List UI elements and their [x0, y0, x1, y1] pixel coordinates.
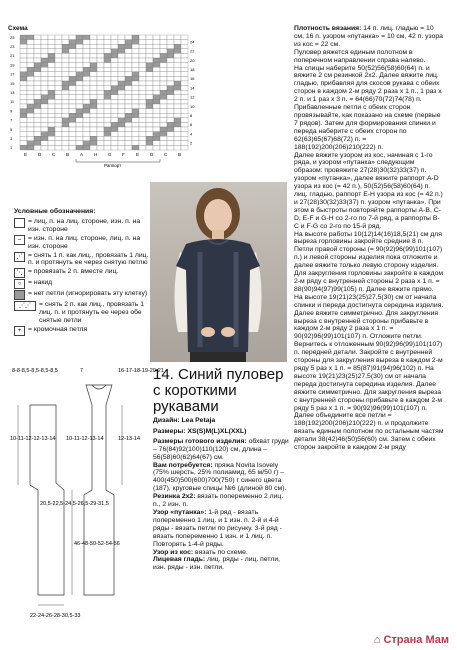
title-text: Синий пуловер с короткими рукавами: [153, 366, 284, 415]
legend-symbol: [14, 290, 25, 300]
instructions-middle: [153, 417, 289, 572]
finished-label: Размеры готового изделия:: [153, 437, 247, 445]
chart-row-number: 10: [190, 103, 195, 109]
article-title: [153, 367, 287, 415]
chart-row-number: 20: [190, 57, 195, 63]
pattern-text: 1-й ряд - вязать попеременно 1 лиц. и 1 изн. п. 2-й и 4-й ряды - вязать петли по рисунку. 3-й ряд - вязать попеременно 1 изн. и 1 лиц. п. Повторять 1-4-й ряды.: [153, 508, 282, 548]
chart-row-number: 6: [190, 122, 193, 128]
designer-name: Lea Petaja: [181, 417, 216, 424]
legend-text: = провязать 2 п. вместе лиц.: [28, 268, 119, 276]
chart-title: Схема: [8, 25, 28, 32]
stockinette-label: Лицевая гладь:: [153, 556, 206, 564]
chart-column-label: G: [108, 152, 112, 157]
legend-text: = лиц. п. на лиц. стороне, изн. п. на изн. стороне: [28, 217, 141, 233]
pattern-label: Узор «путанка»:: [153, 508, 207, 516]
chart-row-number: 15: [10, 80, 15, 86]
chart-row-number: 13: [10, 90, 15, 95]
chart-column-label: C: [164, 152, 168, 157]
paragraph: Пуловер вяжется единым полотном в поперечном направлении справа налево.: [294, 48, 426, 64]
model-photo: [150, 182, 287, 362]
chart-row-number: 19: [10, 62, 15, 68]
legend-symbol: –: [14, 235, 25, 245]
measure-mid-side: 10-11-12-13-14: [66, 436, 104, 442]
legend-heading: Условные обозначения:: [14, 208, 96, 215]
chart-column-label: D: [38, 152, 42, 157]
measure-top: 8-8-8,5-8,5-8,5-8,5: [12, 368, 58, 374]
watermark-text: Страна Мам: [383, 634, 449, 646]
chart-row-number: 11: [10, 99, 15, 105]
chart-column-label: B: [66, 152, 70, 157]
chart-column-label: Е: [24, 152, 28, 157]
need-label: Вам потребуется:: [153, 461, 213, 469]
chart-row-number: 12: [190, 94, 195, 100]
house-icon: ⌂: [373, 634, 381, 646]
legend-item: [14, 218, 150, 234]
legend-item: [14, 290, 150, 300]
chart-column-label: D: [150, 152, 154, 157]
finished-text: обхват груди – 76(84)92(100)110(120) см, длина – 56(58)60(62)64(67) см.: [153, 437, 289, 461]
measure-shoulder: 16-17-18-19-20-21: [118, 368, 164, 374]
chart-row-number: 21: [10, 53, 15, 59]
legend-text: = нет петли (игнорировать эту клетку): [28, 290, 148, 298]
design-label: Дизайн:: [153, 417, 180, 424]
sizes-label: Размеры:: [153, 427, 186, 435]
measure-bottom: 22-24-26-28-30,5-33: [30, 613, 81, 619]
legend-symbol: ⋱: [14, 268, 25, 278]
paragraph: На спицы наберите 50(52)56(58)60(64) п. и вяжите 2 см резинкой 2x2. Далее вяжите лиц. гладью, прибавляя для скосов рукава с обеих сторон в каждом 2-м ряду 2 раза х 1 п., 1 раз х 2 п. и 1 раз х 3 п. = 64(66)70(72)74(78) п. Прибавленные петли с обеих сторон провязывайте, как показано на схеме (первые 7 рядов). Затем для формирования спинки и переда наберите с обеих сторон по 62(63)65(67)68(72) п. = 188(192)200(206)210(222) п.: [294, 64, 442, 151]
legend-item: [14, 268, 150, 278]
legend-symbol: [14, 218, 25, 228]
measure-length: 46-48-50-52-54-56: [74, 541, 120, 547]
rib-text: вязать попеременно 2 лиц. п., 2 изн. п.: [153, 493, 284, 509]
chart-row-number: 16: [190, 76, 195, 82]
measure-right-side: 12-13-14: [118, 436, 141, 442]
cables-label: Узор из кос:: [153, 548, 194, 556]
measure-neck: 7: [80, 368, 84, 374]
measure-chest: 20,5-22,5-24,5-26,5-29-31,5: [40, 501, 109, 507]
chart-column-label: H: [94, 152, 98, 157]
paragraph: Далее объедините все петли = 188(192)200(206)210(222) п. и продолжите вязать единым полотном по остальным частям детали 38(42)46(50)56(60) см. Затем с обеих сторон закройте в каждом 2-м ряду: [294, 412, 444, 452]
rapport-bracket: [76, 159, 160, 162]
chart-row-number: 22: [190, 48, 195, 54]
chart-row-number: 7: [10, 117, 13, 123]
chart-row-number: 14: [190, 85, 195, 91]
measure-left-side: 10-11-12-12-13-14: [10, 436, 56, 442]
density-text: 14 п. лиц. гладью = 10 см, 16 п. узором «путанка» = 10 см, 42 п. узора из кос = 22 см.: [294, 25, 443, 48]
paragraph: Далее вяжите узором из кос, начиная с 1-го ряда, и узором «путанка» следующим образом: провяжите 27(28)30(32)33(37) п. узором «путанка», далее вяжите раппорт A-D узора из кос (= 42 п.), 50(52)56(58)60(64) п. лиц. гладью, раппорт E-H узора из кос (= 42 п.) и 27(28)30(32)33(37) п. узором «путанка». При этом в быстроты повторяйте раппорты A-B, C-D, E-F и G-H со 2-го по 7-й ряд, а раппорты B-C и F-G со 2-го по 15-й ряд.: [294, 151, 443, 230]
chart-row-number: 24: [190, 39, 195, 45]
chart-column-label: F: [122, 152, 125, 157]
legend-text: = снять 2 п. как лиц., провязать 1 лиц. п. и протянуть ее через обе снятые петли: [39, 301, 144, 325]
chart-row-number: 4: [190, 131, 193, 137]
legend: [14, 208, 150, 337]
garment-schematic: [10, 365, 164, 635]
instructions-right: [294, 25, 444, 452]
chart-column-label: C: [52, 152, 56, 157]
chart-row-number: 2: [190, 140, 193, 146]
legend-item: [14, 235, 150, 251]
chart-row-number: 25: [10, 34, 15, 40]
chart-column-label: E: [136, 152, 140, 157]
legend-symbol: ⋰⋰: [14, 301, 36, 311]
watermark: [374, 634, 449, 646]
stockinette-text: лиц. ряды - лиц. петли, изн. ряды - изн. петли.: [153, 556, 281, 572]
paragraph: На высоте работы 10(12)14(16)18,5(21) см для выреза горловины закройте средние 8 п. Петли правой стороны (= 90(92)96(99)101(107) п.) и левой стороны изделия пока отложите и далее вяжите только левую сторону изделия. Для закругления горловины закройте в каждом 2-м ряду с внутренней стороны 2 раза х 1 п. = 88(90)94(97)99(105) п. Далее вяжите прямо. На высоте 19(21)23(25)27,5(30) см от начала спинки и переда достигнута середина изделия. Далее вяжите симметрично. Для закругления выреза с внутренней стороны прибавьте в каждом 2-м ряду 2 раза х 1 п. = 90(92)96(99)101(107) п. Отложите петли. Вернитесь к отложенным 90(92)96(99)101(107) п. передней детали. Закройте с внутренней стороны для закругления выреза в каждом 2-м ряду 5 раз х 1 п. = 85(87)91(94)96(102) п. На высоте 19(21)23(25)27,5(30) см от начала переда достигнута середина изделия. Далее вяжите симметрично. Для закругления выреза с внутренней стороны прибавьте в каждом 2-м ряду 5 раз х 1 п. = 90(92)96(99)101(107) п.: [294, 230, 444, 412]
title-number: 14.: [153, 366, 174, 383]
rapport-label: Раппорт: [104, 163, 122, 168]
legend-symbol: ⋰: [14, 252, 25, 262]
need-text: пряжа Novita Isovely (75% шерсть, 25% полиамид, 65 м/50 г) – 400(450)500(600)700(750) г синего цвета (187), круговые спицы №6 (длиной 80 см).: [153, 461, 287, 493]
legend-item: [14, 279, 150, 289]
chart-row-number: 18: [190, 67, 195, 72]
cables-text: вязать по схеме.: [195, 548, 248, 556]
chart-row-number: 1: [10, 145, 13, 151]
sizes-value: XS(S)M(L)XL(XXL): [187, 427, 247, 435]
legend-text: = кромочная петля: [28, 326, 88, 334]
chart-column-label: B: [178, 152, 182, 157]
legend-item: [14, 252, 150, 268]
chart-row-number: 9: [10, 108, 13, 114]
legend-text: = изн. п. на лиц. стороне, лиц. п. на изн. стороне: [28, 234, 141, 250]
knitting-chart: [10, 33, 197, 176]
legend-text: = снять 1 п. как лиц., провязать 1 лиц. п. и протянуть ее через снятую петлю: [28, 251, 149, 267]
chart-row-number: 8: [190, 113, 193, 118]
legend-symbol: ○: [14, 279, 25, 289]
chart-column-label: A: [80, 152, 84, 157]
chart-row-number: 3: [10, 136, 13, 141]
chart-row-number: 23: [10, 44, 15, 49]
legend-item: [14, 301, 150, 325]
rib-label: Резинка 2x2:: [153, 493, 196, 501]
chart-row-number: 17: [10, 71, 15, 77]
legend-text: = накид: [28, 279, 53, 287]
legend-item: [14, 326, 150, 336]
density-label: Плотность вязания:: [294, 25, 362, 32]
chart-row-number: 5: [10, 126, 13, 132]
legend-symbol: +: [14, 326, 25, 336]
